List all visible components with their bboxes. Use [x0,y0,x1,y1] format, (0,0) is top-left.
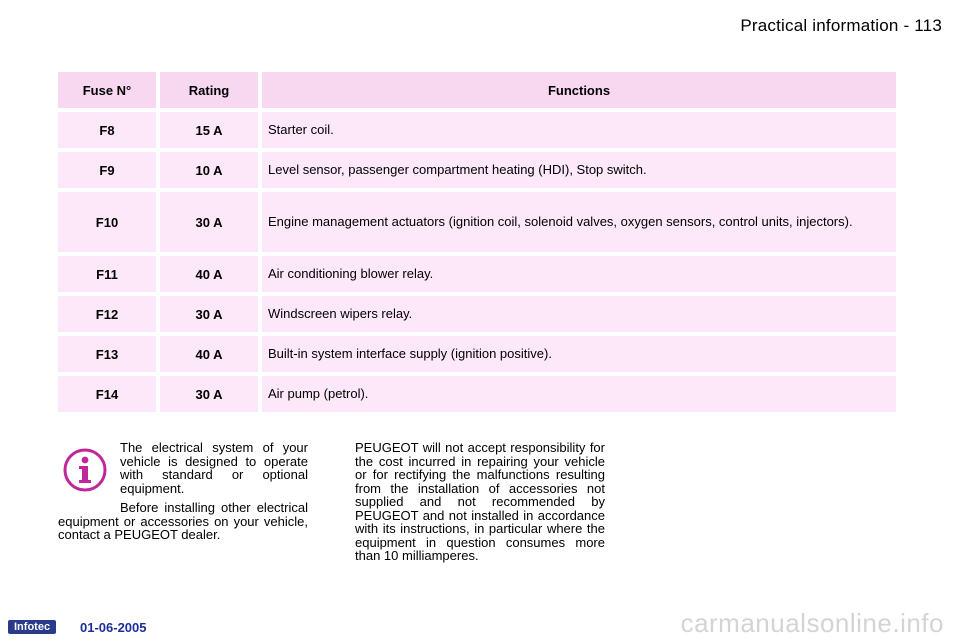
info-note-left [58,441,308,548]
note-paragraph-dealer [58,501,308,542]
fuse-function: Level sensor, passenger compartment heating (HDI), Stop switch. [262,152,896,188]
column-header-functions: Functions [262,72,896,108]
fuse-number: F8 [58,112,156,148]
table-header-row [58,72,896,108]
fuse-rating: 15 A [160,112,258,148]
fuse-rating: 30 A [160,192,258,252]
table-row [58,112,896,148]
fuse-function: Engine management actuators (ignition coil, solenoid valves, oxygen sensors, control units, injectors). [262,192,896,252]
fuse-number: F12 [58,296,156,332]
fuse-number: F10 [58,192,156,252]
fuse-function: Built-in system interface supply (ignition positive). [262,336,896,372]
table-row [58,152,896,188]
table-row [58,296,896,332]
fuse-function: Windscreen wipers relay. [262,296,896,332]
infotec-badge: Infotec [8,620,56,634]
column-header-fuse: Fuse N° [58,72,156,108]
table-row [58,192,896,252]
fuse-number: F11 [58,256,156,292]
fuse-function: Air conditioning blower relay. [262,256,896,292]
fuse-rating: 40 A [160,336,258,372]
fuse-table [54,68,900,416]
fuse-rating: 30 A [160,376,258,412]
table-row [58,376,896,412]
fuse-rating: 40 A [160,256,258,292]
table-row [58,256,896,292]
page-title: Practical information - 113 [740,16,942,35]
watermark: carmanualsonline.info [680,608,944,638]
fuse-function: Air pump (petrol). [262,376,896,412]
fuse-number: F9 [58,152,156,188]
info-note-right: PEUGEOT will not accept responsibility for the cost incurred in repairing your vehicle or for rectifying the malfunctions resulting from the installation of accessories not supplied and not recommended by PEUGEOT and not installed in accordance with its instructions, in particular where the equipment in question consumes more than 10 milliamperes. [355,440,605,563]
fuse-number: F13 [58,336,156,372]
table-row [58,336,896,372]
column-header-rating: Rating [160,72,258,108]
fuse-number: F14 [58,376,156,412]
fuse-rating: 10 A [160,152,258,188]
edition-date: 01-06-2005 [80,620,147,635]
fuse-rating: 30 A [160,296,258,332]
note-paragraph-equipment: The electrical system of your vehicle is designed to operate with standard or optional equipment. [120,440,308,496]
fuse-function: Starter coil. [262,112,896,148]
note-dealer-text: Before installing other electrical equipment or accessories on your vehicle, contact a PEUGEOT dealer. [58,500,308,542]
